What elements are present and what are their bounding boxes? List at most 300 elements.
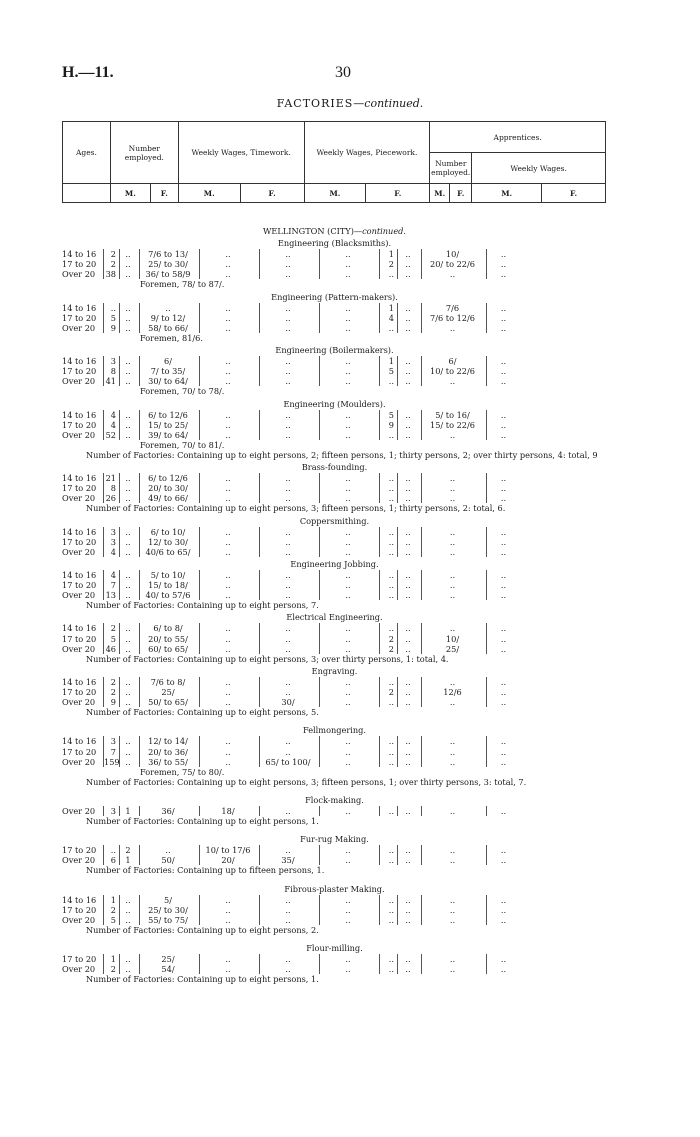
apprentice-wage-m-cell: ..	[422, 570, 487, 580]
timework-m-cell: 25/ to 30/	[140, 905, 200, 915]
spacer	[62, 935, 607, 941]
timework-f-cell: ..	[200, 249, 260, 259]
piecework-m-cell: ..	[260, 845, 320, 855]
table-row	[62, 259, 607, 269]
spacer	[62, 826, 607, 832]
timework-m-cell: 25/ to 30/	[140, 259, 200, 269]
employed-f-cell: ..	[120, 366, 140, 376]
piecework-m-cell: 35/	[260, 855, 320, 865]
industry-block	[62, 943, 607, 990]
timework-m-cell: 7/ to 35/	[140, 366, 200, 376]
timework-m-cell: ..	[140, 845, 200, 855]
timework-m-cell: 7/6 to 8/	[140, 677, 200, 687]
employed-f-cell: ..	[120, 493, 140, 503]
header-ages: Ages.	[63, 122, 111, 184]
timework-m-cell: 12/ to 30/	[140, 537, 200, 547]
table-row	[62, 366, 607, 376]
header-f: F.	[366, 184, 430, 203]
timework-f-cell: 20/	[200, 855, 260, 865]
piecework-m-cell: ..	[260, 376, 320, 386]
table-row	[62, 547, 607, 557]
timework-f-cell: ..	[200, 905, 260, 915]
employed-m-cell: 46	[104, 644, 120, 654]
industry-block	[62, 292, 607, 343]
age-cell: 14 to 16	[62, 570, 104, 580]
section-title-text: FACTORIES	[276, 97, 354, 110]
header-apprentices: Apprentices.	[430, 122, 606, 153]
piecework-m-cell: ..	[260, 259, 320, 269]
timework-f-cell: ..	[200, 376, 260, 386]
apprentice-f-cell: ..	[398, 895, 422, 905]
spacer	[62, 787, 607, 793]
apprentice-f-cell: ..	[398, 964, 422, 974]
apprentice-f-cell: ..	[398, 915, 422, 925]
piecework-f-cell: ..	[320, 420, 380, 430]
piecework-m-cell: ..	[260, 537, 320, 547]
table-row	[62, 249, 607, 259]
employed-m-cell: 2	[104, 623, 120, 633]
apprentice-wage-f-cell: ..	[500, 697, 507, 708]
piecework-f-cell: ..	[320, 954, 380, 964]
employed-m-cell: 26	[104, 493, 120, 503]
apprentice-m-cell: ..	[380, 757, 398, 767]
industry-heading: Engraving.	[311, 665, 358, 676]
apprentice-m-cell: 5	[380, 410, 398, 420]
age-cell: 17 to 20	[62, 366, 104, 376]
apprentice-m-cell: ..	[380, 493, 398, 503]
apprentice-wage-f-cell: ..	[500, 894, 507, 905]
apprentice-wage-m-cell: ..	[422, 806, 487, 816]
piecework-m-cell: ..	[260, 323, 320, 333]
apprentice-m-cell: 5	[380, 366, 398, 376]
apprentice-f-cell: ..	[398, 249, 422, 259]
apprentice-wage-m-cell: ..	[422, 845, 487, 855]
piecework-f-cell: ..	[320, 644, 380, 654]
apprentice-m-cell: ..	[380, 855, 398, 865]
timework-f-cell: ..	[200, 570, 260, 580]
header-f: F.	[240, 184, 304, 203]
employed-f-cell: ..	[120, 313, 140, 323]
piecework-f-cell: ..	[320, 845, 380, 855]
employed-f-cell: ..	[120, 356, 140, 366]
employed-m-cell: 2	[104, 687, 120, 697]
piecework-f-cell: ..	[320, 366, 380, 376]
apprentice-wage-f-cell: ..	[500, 322, 507, 333]
table-row	[62, 895, 607, 905]
table-row	[62, 570, 607, 580]
timework-f-cell: ..	[200, 420, 260, 430]
timework-m-cell: 20/ to 30/	[140, 483, 200, 493]
header-f: F.	[450, 184, 472, 203]
apprentice-wage-f-cell: ..	[500, 580, 507, 591]
timework-m-cell: 40/ to 57/6	[140, 590, 200, 600]
table-row	[62, 757, 607, 767]
timework-f-cell: ..	[200, 483, 260, 493]
apprentice-wage-f-cell: ..	[500, 676, 507, 687]
apprentice-m-cell: ..	[380, 537, 398, 547]
employed-f-cell: ..	[120, 430, 140, 440]
page-number: 30	[335, 64, 351, 81]
header-blank	[63, 184, 111, 203]
apprentice-m-cell: ..	[380, 677, 398, 687]
header-m: M.	[304, 184, 366, 203]
age-cell: Over 20	[62, 493, 104, 503]
apprentice-wage-f-cell: ..	[500, 746, 507, 757]
employed-f-cell: ..	[120, 410, 140, 420]
apprentice-wage-m-cell: 10/	[422, 634, 487, 644]
piecework-m-cell: ..	[260, 905, 320, 915]
timework-f-cell: ..	[200, 623, 260, 633]
employed-f-cell: ..	[120, 483, 140, 493]
piecework-m-cell: ..	[260, 410, 320, 420]
timework-f-cell: ..	[200, 954, 260, 964]
piecework-f-cell: ..	[320, 313, 380, 323]
factories-summary: Number of Factories: Containing up to eight persons, 2; fifteen persons, 1; thirty persons, 2; over thirty persons, 4: total, 9	[86, 449, 598, 460]
apprentice-m-cell: 1	[380, 356, 398, 366]
employed-m-cell: 2	[104, 259, 120, 269]
age-cell: Over 20	[62, 323, 104, 333]
apprentice-m-cell: 2	[380, 687, 398, 697]
table-row	[62, 915, 607, 925]
table-row	[62, 855, 607, 865]
age-cell: Over 20	[62, 547, 104, 557]
apprentice-m-cell: ..	[380, 527, 398, 537]
industry-heading: Brass-founding.	[301, 462, 368, 473]
apprentice-wage-m-cell: 7/6	[422, 303, 487, 313]
employed-f-cell: ..	[120, 747, 140, 757]
table-row	[62, 410, 607, 420]
apprentice-m-cell: 1	[380, 303, 398, 313]
employed-m-cell: 1	[104, 954, 120, 964]
employed-f-cell: ..	[120, 249, 140, 259]
timework-f-cell: ..	[200, 493, 260, 503]
industry-block	[62, 516, 607, 557]
apprentice-f-cell: ..	[398, 356, 422, 366]
employed-m-cell: 2	[104, 905, 120, 915]
apprentice-wage-f-cell: ..	[500, 570, 507, 580]
apprentice-wage-m-cell: ..	[422, 954, 487, 964]
table-row	[62, 303, 607, 313]
timework-m-cell: 6/	[140, 356, 200, 366]
piecework-m-cell: ..	[260, 634, 320, 644]
piecework-m-cell: ..	[260, 249, 320, 259]
employed-f-cell: 1	[120, 855, 140, 865]
age-cell: 14 to 16	[62, 249, 104, 259]
timework-m-cell: 25/	[140, 687, 200, 697]
apprentice-wage-m-cell: 6/	[422, 356, 487, 366]
piecework-m-cell: ..	[260, 644, 320, 654]
employed-f-cell: ..	[120, 420, 140, 430]
apprentice-wage-f-cell: ..	[500, 259, 507, 270]
apprentice-f-cell: ..	[398, 430, 422, 440]
piecework-f-cell: ..	[320, 855, 380, 865]
piecework-m-cell: ..	[260, 483, 320, 493]
age-cell: Over 20	[62, 855, 104, 865]
age-cell: 14 to 16	[62, 623, 104, 633]
table-row	[62, 537, 607, 547]
timework-f-cell: 10/ to 17/6	[200, 845, 260, 855]
employed-f-cell: ..	[120, 623, 140, 633]
apprentice-f-cell: ..	[398, 269, 422, 279]
employed-m-cell: 38	[104, 269, 120, 279]
timework-m-cell: 40/6 to 65/	[140, 547, 200, 557]
timework-m-cell: 25/	[140, 954, 200, 964]
section-title	[0, 97, 700, 110]
spacer	[62, 984, 607, 990]
piecework-f-cell: ..	[320, 493, 380, 503]
piecework-f-cell: ..	[320, 570, 380, 580]
employed-m-cell: 21	[104, 473, 120, 483]
timework-m-cell: 60/ to 65/	[140, 644, 200, 654]
age-cell: Over 20	[62, 915, 104, 925]
table-row	[62, 323, 607, 333]
apprentice-f-cell: ..	[398, 580, 422, 590]
header-f: F.	[542, 184, 606, 203]
timework-f-cell: ..	[200, 410, 260, 420]
timework-f-cell: ..	[200, 590, 260, 600]
apprentice-f-cell: ..	[398, 527, 422, 537]
timework-m-cell: 30/ to 64/	[140, 376, 200, 386]
apprentice-wage-m-cell: ..	[422, 547, 487, 557]
factories-summary: Number of Factories: Containing up to eight persons, 1.	[86, 816, 319, 827]
table-row	[62, 747, 607, 757]
industry-heading: Engineering (Moulders).	[283, 398, 386, 409]
employed-f-cell: ..	[120, 376, 140, 386]
employed-f-cell: ..	[120, 527, 140, 537]
timework-m-cell: 39/ to 64/	[140, 430, 200, 440]
apprentice-m-cell: ..	[380, 473, 398, 483]
age-cell: 17 to 20	[62, 537, 104, 547]
apprentice-wage-f-cell: ..	[500, 954, 507, 965]
apprentice-wage-f-cell: ..	[500, 623, 507, 634]
apprentice-wage-f-cell: ..	[500, 356, 507, 367]
factories-summary: Number of Factories: Containing up to fifteen persons, 1.	[86, 865, 325, 876]
apprentice-f-cell: ..	[398, 303, 422, 313]
employed-f-cell: ..	[120, 259, 140, 269]
piecework-m-cell: ..	[260, 580, 320, 590]
timework-f-cell: ..	[200, 547, 260, 557]
timework-f-cell: ..	[200, 366, 260, 376]
employed-f-cell: ..	[120, 687, 140, 697]
factories-summary: Number of Factories: Containing up to eight persons, 7.	[86, 600, 319, 611]
timework-f-cell: ..	[200, 747, 260, 757]
piecework-f-cell: ..	[320, 964, 380, 974]
apprentice-m-cell: 1	[380, 249, 398, 259]
age-cell: 17 to 20	[62, 954, 104, 964]
header-m: M.	[178, 184, 240, 203]
apprentice-wage-f-cell: ..	[500, 429, 507, 440]
apprentice-m-cell: ..	[380, 806, 398, 816]
piecework-f-cell: ..	[320, 677, 380, 687]
employed-f-cell: ..	[120, 677, 140, 687]
apprentice-wage-m-cell: 12/6	[422, 687, 487, 697]
industry-block	[62, 795, 607, 832]
apprentice-f-cell: ..	[398, 757, 422, 767]
industry-block	[62, 884, 607, 941]
age-cell: 17 to 20	[62, 905, 104, 915]
industry-block	[62, 559, 607, 610]
timework-m-cell: 6/ to 8/	[140, 623, 200, 633]
factories-summary: Number of Factories: Containing up to eight persons, 1.	[86, 974, 319, 985]
apprentice-wage-f-cell: ..	[500, 633, 507, 644]
piecework-f-cell: ..	[320, 687, 380, 697]
apprentice-f-cell: ..	[398, 590, 422, 600]
piecework-m-cell: ..	[260, 806, 320, 816]
apprentice-m-cell: ..	[380, 623, 398, 633]
timework-f-cell: ..	[200, 356, 260, 366]
apprentice-wage-m-cell: ..	[422, 757, 487, 767]
apprentice-f-cell: ..	[398, 855, 422, 865]
employed-m-cell: 2	[104, 249, 120, 259]
age-cell: Over 20	[62, 590, 104, 600]
piecework-f-cell: ..	[320, 580, 380, 590]
apprentice-wage-f-cell: ..	[500, 249, 507, 260]
apprentice-wage-f-cell: ..	[500, 269, 507, 280]
employed-m-cell: 5	[104, 313, 120, 323]
timework-f-cell: ..	[200, 687, 260, 697]
timework-m-cell: 9/ to 12/	[140, 313, 200, 323]
apprentice-wage-m-cell: 10/	[422, 249, 487, 259]
employed-f-cell: ..	[120, 473, 140, 483]
apprentice-wage-m-cell: ..	[422, 590, 487, 600]
piecework-m-cell: ..	[260, 269, 320, 279]
apprentice-wage-m-cell: ..	[422, 323, 487, 333]
timework-m-cell: 15/ to 25/	[140, 420, 200, 430]
apprentice-f-cell: ..	[398, 736, 422, 746]
timework-m-cell: 7/6 to 13/	[140, 249, 200, 259]
piecework-f-cell: ..	[320, 590, 380, 600]
apprentice-f-cell: ..	[398, 845, 422, 855]
apprentice-wage-m-cell: ..	[422, 915, 487, 925]
employed-f-cell: ..	[120, 570, 140, 580]
employed-m-cell: 1	[104, 895, 120, 905]
timework-f-cell: ..	[200, 634, 260, 644]
employed-f-cell: ..	[120, 537, 140, 547]
timework-f-cell: ..	[200, 757, 260, 767]
foremen-note: Foremen, 70/ to 78/.	[140, 386, 225, 397]
employed-m-cell: 3	[104, 527, 120, 537]
industry-block	[62, 725, 607, 793]
employed-m-cell: 13	[104, 590, 120, 600]
foremen-note: Foremen, 75/ to 80/.	[140, 766, 225, 777]
industry-block	[62, 399, 607, 461]
employed-m-cell: 9	[104, 323, 120, 333]
apprentice-wage-m-cell: ..	[422, 376, 487, 386]
apprentice-wage-f-cell: ..	[500, 643, 507, 654]
header-app-weekly-wages: Weekly Wages.	[472, 153, 606, 184]
apprentice-wage-m-cell: ..	[422, 483, 487, 493]
piecework-f-cell: ..	[320, 757, 380, 767]
apprentice-wage-m-cell: ..	[422, 964, 487, 974]
employed-f-cell: ..	[120, 269, 140, 279]
piecework-f-cell: ..	[320, 483, 380, 493]
apprentice-m-cell: ..	[380, 590, 398, 600]
employed-m-cell: 2	[104, 964, 120, 974]
piecework-m-cell: ..	[260, 420, 320, 430]
employed-f-cell: ..	[120, 757, 140, 767]
employed-f-cell: ..	[120, 736, 140, 746]
apprentice-m-cell: 2	[380, 644, 398, 654]
employed-m-cell: 5	[104, 634, 120, 644]
timework-f-cell: ..	[200, 964, 260, 974]
piecework-m-cell: ..	[260, 687, 320, 697]
table-row	[62, 964, 607, 974]
table-row	[62, 473, 607, 483]
apprentice-f-cell: ..	[398, 366, 422, 376]
timework-m-cell: 49/ to 66/	[140, 493, 200, 503]
apprentice-wage-f-cell: ..	[500, 493, 507, 504]
piecework-m-cell: 30/	[260, 697, 320, 707]
piecework-m-cell: ..	[260, 430, 320, 440]
table-row	[62, 677, 607, 687]
timework-f-cell: ..	[200, 580, 260, 590]
apprentice-wage-f-cell: ..	[500, 536, 507, 547]
apprentice-f-cell: ..	[398, 547, 422, 557]
employed-m-cell: 3	[104, 537, 120, 547]
timework-m-cell: 5/	[140, 895, 200, 905]
apprentice-m-cell: ..	[380, 269, 398, 279]
section-title-suffix: —continued.	[353, 97, 424, 110]
piecework-m-cell: ..	[260, 747, 320, 757]
employed-m-cell: 4	[104, 570, 120, 580]
timework-f-cell: ..	[200, 915, 260, 925]
apprentice-m-cell: ..	[380, 895, 398, 905]
industry-heading: Engineering Jobbing.	[290, 558, 379, 569]
timework-f-cell: ..	[200, 895, 260, 905]
age-cell: Over 20	[62, 697, 104, 707]
industry-block	[62, 612, 607, 663]
age-cell: Over 20	[62, 644, 104, 654]
employed-m-cell: 5	[104, 915, 120, 925]
spacer	[62, 717, 607, 723]
timework-m-cell: 5/ to 10/	[140, 570, 200, 580]
factories-summary: Number of Factories: Containing up to eight persons, 3; fifteen persons, 1; over thirty persons, 3: total, 7.	[86, 776, 527, 787]
timework-m-cell: 20/ to 55/	[140, 634, 200, 644]
apprentice-f-cell: ..	[398, 954, 422, 964]
timework-f-cell: ..	[200, 537, 260, 547]
table-row	[62, 687, 607, 697]
apprentice-m-cell: ..	[380, 483, 398, 493]
apprentice-wage-m-cell: ..	[422, 580, 487, 590]
apprentice-wage-m-cell: ..	[422, 736, 487, 746]
timework-f-cell: ..	[200, 677, 260, 687]
employed-f-cell: ..	[120, 895, 140, 905]
age-cell: 14 to 16	[62, 736, 104, 746]
age-cell: 14 to 16	[62, 895, 104, 905]
piecework-m-cell: ..	[260, 313, 320, 323]
table-row	[62, 697, 607, 707]
apprentice-f-cell: ..	[398, 376, 422, 386]
piecework-f-cell: ..	[320, 269, 380, 279]
age-cell: 14 to 16	[62, 410, 104, 420]
age-cell: 14 to 16	[62, 473, 104, 483]
piecework-f-cell: ..	[320, 473, 380, 483]
age-cell: Over 20	[62, 757, 104, 767]
apprentice-wage-f-cell: ..	[500, 483, 507, 494]
piecework-f-cell: ..	[320, 356, 380, 366]
header-weekly-piecework: Weekly Wages, Piecework.	[304, 122, 430, 184]
header-f: F.	[150, 184, 178, 203]
apprentice-wage-f-cell: ..	[500, 805, 507, 816]
employed-f-cell: ..	[120, 323, 140, 333]
header-number-employed: Number employed.	[110, 122, 178, 184]
industry-heading: Fur-rug Making.	[300, 834, 369, 845]
apprentice-wage-m-cell: ..	[422, 527, 487, 537]
employed-m-cell: 9	[104, 697, 120, 707]
piecework-f-cell: ..	[320, 806, 380, 816]
industry-heading: Electrical Engineering.	[286, 612, 383, 623]
timework-f-cell: ..	[200, 644, 260, 654]
